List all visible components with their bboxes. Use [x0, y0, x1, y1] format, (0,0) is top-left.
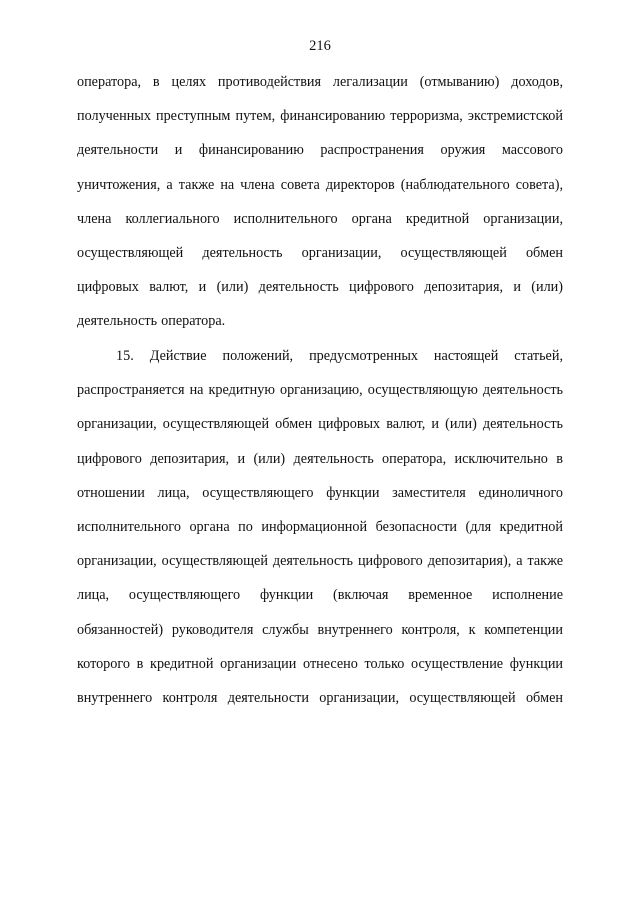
page-number: 216	[309, 38, 331, 54]
paragraph-continuation: оператора, в целях противодействия легализации (отмыванию) доходов, полученных преступным путем, финансированию терроризма, экстремистской деятельности и финансированию распространения оружия массового уничтожения, а также на члена совета директоров (наблюдательного совета), члена коллегиального исполнительного органа кредитной организации, осуществляющей деятельность организации, осуществляющей обмен цифровых валют, и (или) деятельность цифрового депозитария, и (или) деятельность оператора.	[77, 74, 563, 330]
paragraph-item-15: 15. Действие положений, предусмотренных настоящей статьей, распространяется на кредитную организацию, осуществляющую деятельность организации, осуществляющей обмен цифровых валют, и (или) деятельность цифрового депозитария, и (или) деятельность оператора, исключительно в отношении лица, осуществляющего функции заместителя единоличного исполнительного органа по информационной безопасности (для кредитной организации, осуществляющей деятельность цифрового депозитария), а также лица, осуществляющего функции (включая временное исполнение обязанностей) руководителя службы внутреннего контроля, к компетенции которого в кредитной организации отнесено только осуществление функции внутреннего контроля деятельности организации, осуществляющей обмен	[77, 348, 563, 707]
